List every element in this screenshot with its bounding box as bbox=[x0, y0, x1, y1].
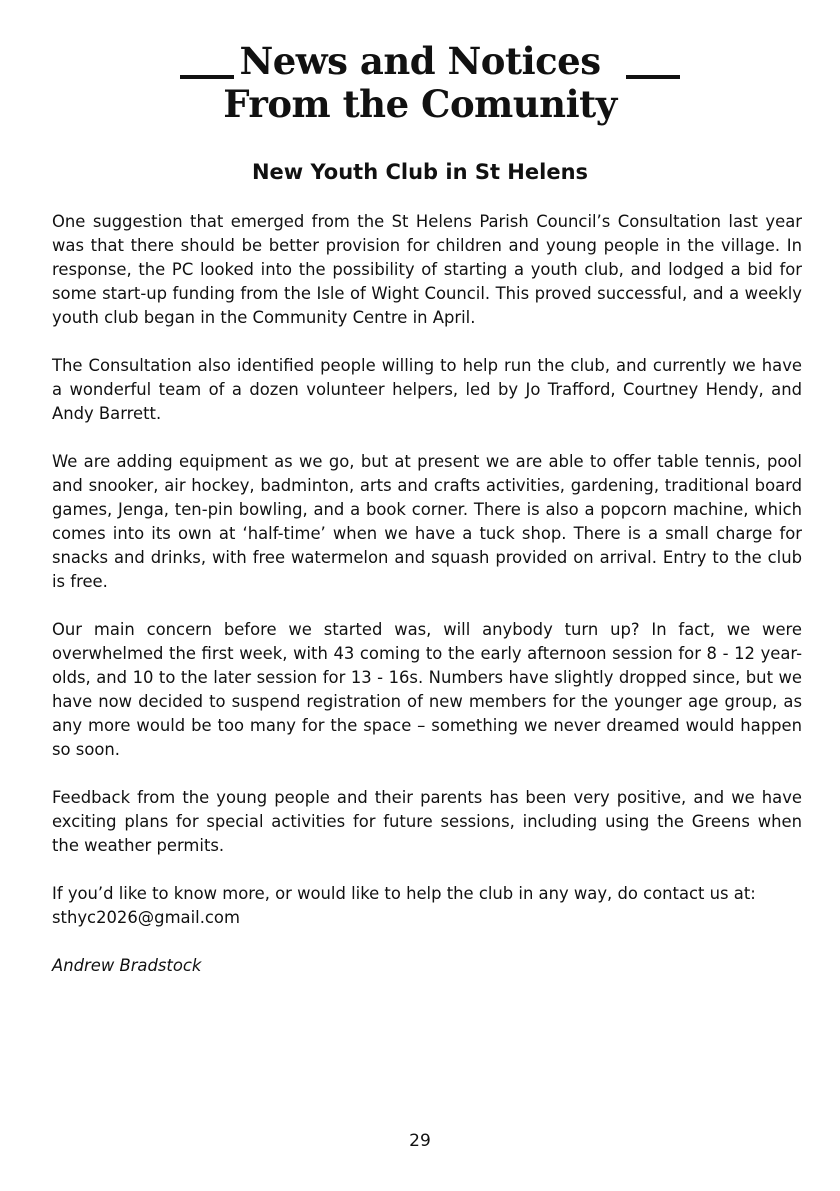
section-heading-line-1: News and Notices bbox=[239, 39, 601, 83]
article-paragraph-1: One suggestion that emerged from the St Helens Parish Council’s Consultation last year was that there should be better provision for children and young people in the village. In response, the PC looked into the possibility of starting a youth club, and lodged a bid for some start-up funding from the Isle of Wight Council. This proved successful, and a weekly youth club began in the Community Centre in April. bbox=[52, 212, 802, 327]
contact-email: sthyc2026@gmail.com bbox=[52, 908, 240, 927]
article-paragraph-4: Our main concern before we started was, will anybody turn up? In fact, we were overwhelmed the first week, with 43 coming to the early afternoon session for 8 - 12 year-olds, and 10 to the later session for 13 - 16s. Numbers have slightly dropped since, but we have now decided to suspend registration of new members for the younger age group, as any more would be too many for the space – something we never dreamed would happen so soon. bbox=[52, 620, 802, 759]
article-paragraph-2: The Consultation also identified people willing to help run the club, and currently we have a wonderful team of a dozen volunteer helpers, led by Jo Trafford, Courtney Hendy, and Andy Barrett. bbox=[52, 356, 802, 423]
section-heading-line-2: From the Comunity bbox=[223, 82, 617, 126]
article-title: New Youth Club in St Helens bbox=[251, 160, 589, 184]
section-heading bbox=[0, 40, 840, 126]
author-signature: Andrew Bradstock bbox=[52, 956, 202, 975]
article-paragraph-5: Feedback from the young people and their parents has been very positive, and we have exciting plans for special activities for future sessions, including using the Greens when the weather permits. bbox=[52, 788, 802, 855]
article-body bbox=[52, 210, 802, 1002]
page-number: 29 bbox=[409, 1131, 431, 1151]
contact-text: If you’d like to know more, or would like to help the club in any way, do contact us at: bbox=[52, 884, 756, 903]
contact-paragraph bbox=[52, 882, 802, 930]
article-paragraph-3: We are adding equipment as we go, but at present we are able to offer table tennis, pool and snooker, air hockey, badminton, arts and crafts activities, gardening, traditional board games, Jenga, ten-pin bowling, and a book corner. There is also a popcorn machine, which comes into its own at ‘half-time’ when we have a tuck shop. There is a small charge for snacks and drinks, with free watermelon and squash provided on arrival. Entry to the club is free. bbox=[52, 452, 802, 591]
